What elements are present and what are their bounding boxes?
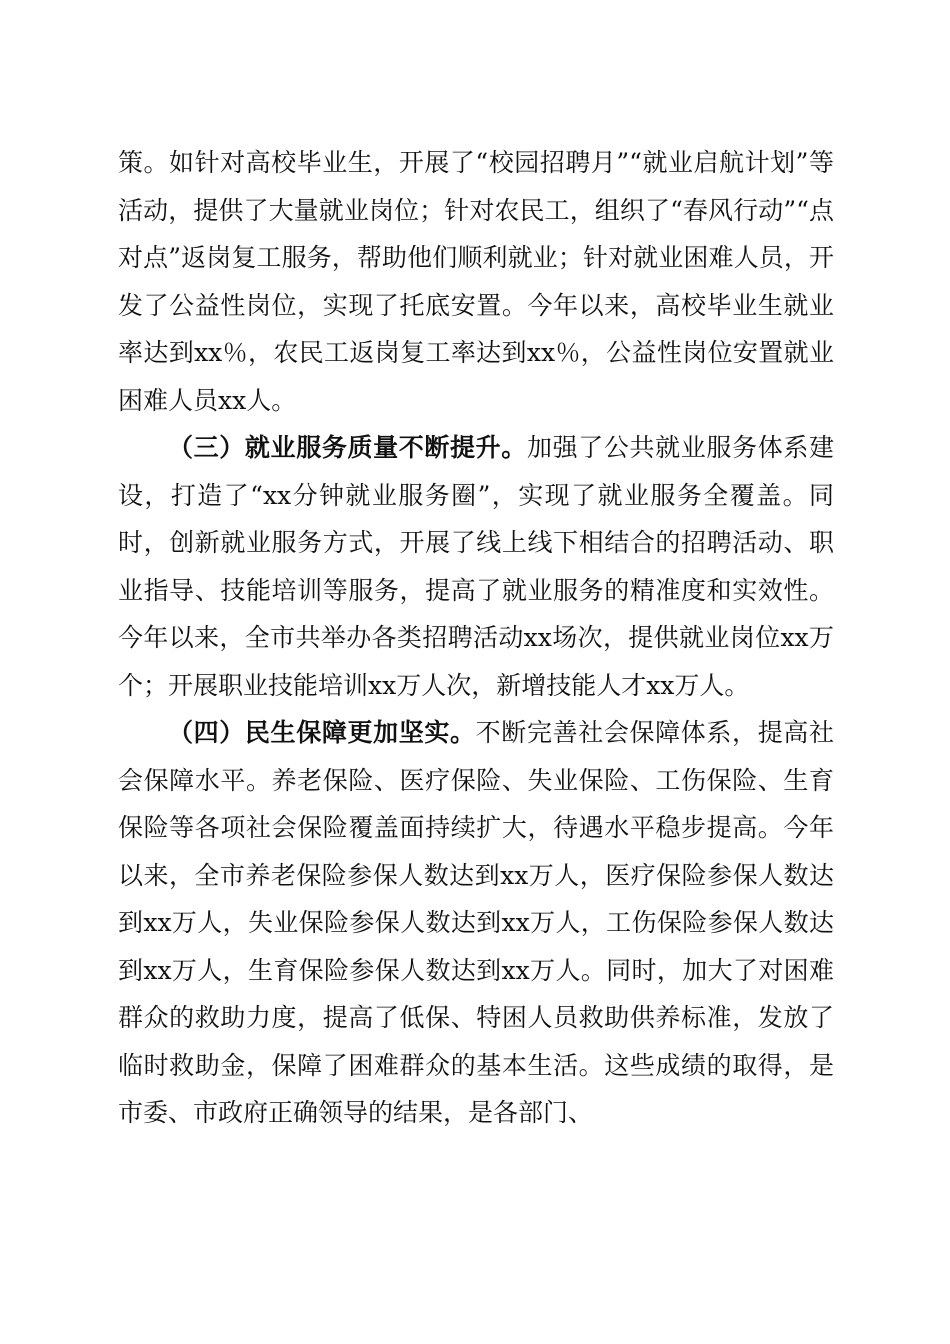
- document-body: [118, 139, 834, 1137]
- paragraph-text: 加强了公共就业服务体系建设，打造了“xx分钟就业服务圈”，实现了就业服务全覆盖。同时，创新就业服务方式，开展了线上线下相结合的招聘活动、职业指导、技能培训等服务，提高了就业服务的精准度和实效性。今年以来，全市共举办各类招聘活动xx场次，提供就业岗位xx万个；开展职业技能培训xx万人次，新增技能人才xx万人。: [118, 433, 834, 700]
- paragraph-livelihood-security: [118, 709, 834, 1137]
- paragraph-text: 不断完善社会保障体系，提高社会保障水平。养老保险、医疗保险、失业保险、工伤保险、生育保险等各项社会保险覆盖面持续扩大，待遇水平稳步提高。今年以来，全市养老保险参保人数达到xx万人，医疗保险参保人数达到xx万人，失业保险参保人数达到xx万人，工伤保险参保人数达到xx万人，生育保险参保人数达到xx万人。同时，加大了对困难群众的救助力度，提高了低保、特困人员救助供养标准，发放了临时救助金，保障了困难群众的基本生活。这些成绩的取得，是市委、市政府正确领导的结果，是各部门、: [118, 718, 834, 1127]
- paragraph-heading: （四）民生保障更加坚实。: [168, 718, 476, 747]
- paragraph-continuation: [118, 139, 834, 424]
- paragraph-employment-service: [118, 424, 834, 709]
- paragraph-heading: （三）就业服务质量不断提升。: [168, 433, 527, 462]
- paragraph-text: 策。如针对高校毕业生，开展了“校园招聘月”“就业启航计划”等活动，提供了大量就业岗位；针对农民工，组织了“春风行动”“点对点”返岗复工服务，帮助他们顺利就业；针对就业困难人员，开发了公益性岗位，实现了托底安置。今年以来，高校毕业生就业率达到xx％，农民工返岗复工率达到xx％，公益性岗位安置就业困难人员xx人。: [118, 148, 834, 415]
